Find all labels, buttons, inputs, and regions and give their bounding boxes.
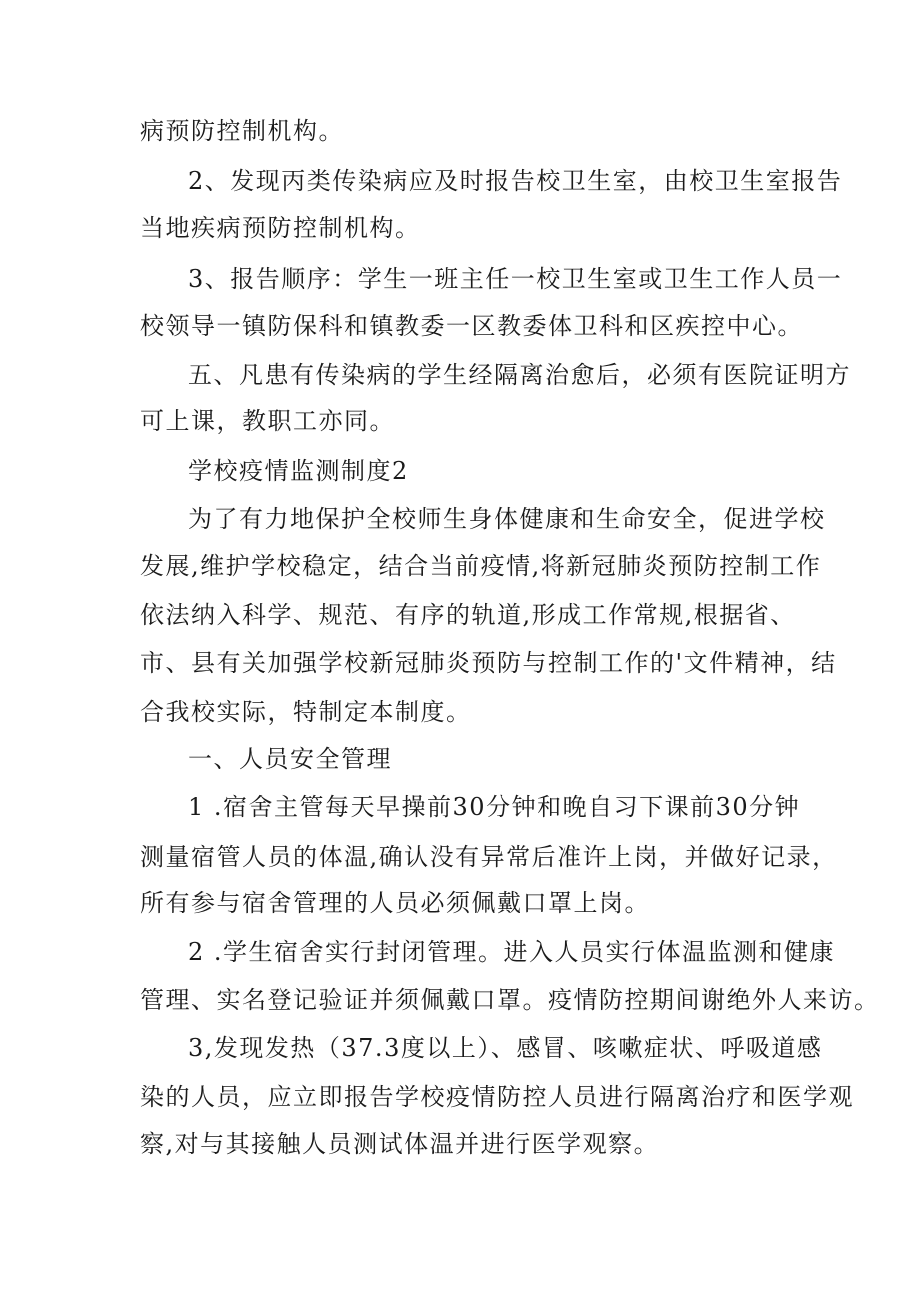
text-line: 依法纳入科学、规范、有序的轨道,形成工作常规,根据省、	[140, 601, 796, 629]
text-line: 市、县有关加强学校新冠肺炎预防与控制工作的'文件精神，结	[140, 649, 837, 677]
text-line: 可上课，教职工亦同。	[140, 407, 395, 435]
text-line: 测量宿管人员的体温,确认没有异常后准许上岗，并做好记录，	[140, 843, 838, 871]
text-line: 2 .学生宿舍实行封闭管理。进入人员实行体温监测和健康	[188, 938, 836, 966]
subsection-heading: 一、人员安全管理	[188, 745, 392, 773]
text-line: 管理、实名登记验证并须佩戴口罩。疫情防控期间谢绝外人来访。	[140, 986, 880, 1014]
text-line: 2、发现丙类传染病应及时报告校卫生室，由校卫生室报告	[188, 167, 843, 195]
text-line: 察,对与其接触人员测试体温并进行医学观察。	[140, 1130, 660, 1158]
section-heading: 学校疫情监测制度2	[188, 457, 409, 485]
text-line: 校领导一镇防保科和镇教委一区教委体卫科和区疾控中心。	[140, 312, 803, 340]
text-line: 3、报告顺序：学生一班主任一校卫生室或卫生工作人员一	[188, 265, 843, 293]
text-line: 五、凡患有传染病的学生经隔离治愈后，必须有医院证明方	[188, 361, 851, 389]
text-line: 病预防控制机构。	[140, 117, 344, 145]
text-line: 1 .宿舍主管每天早操前30分钟和晚自习下课前30分钟	[188, 793, 801, 821]
text-line: 当地疾病预防控制机构。	[140, 214, 421, 242]
text-line: 3,发现发热（37.3度以上）、感冒、咳嗽症状、呼吸道感	[188, 1034, 823, 1062]
text-line: 染的人员，应立即报告学校疫情防控人员进行隔离治疗和医学观	[140, 1083, 854, 1111]
text-line: 所有参与宿舍管理的人员必须佩戴口罩上岗。	[140, 889, 650, 917]
text-line: 发展,维护学校稳定，结合当前疫情,将新冠肺炎预防控制工作	[140, 552, 822, 580]
text-line: 合我校实际，特制定本制度。	[140, 698, 472, 726]
text-line: 为了有力地保护全校师生身体健康和生命安全，促进学校	[188, 505, 826, 533]
